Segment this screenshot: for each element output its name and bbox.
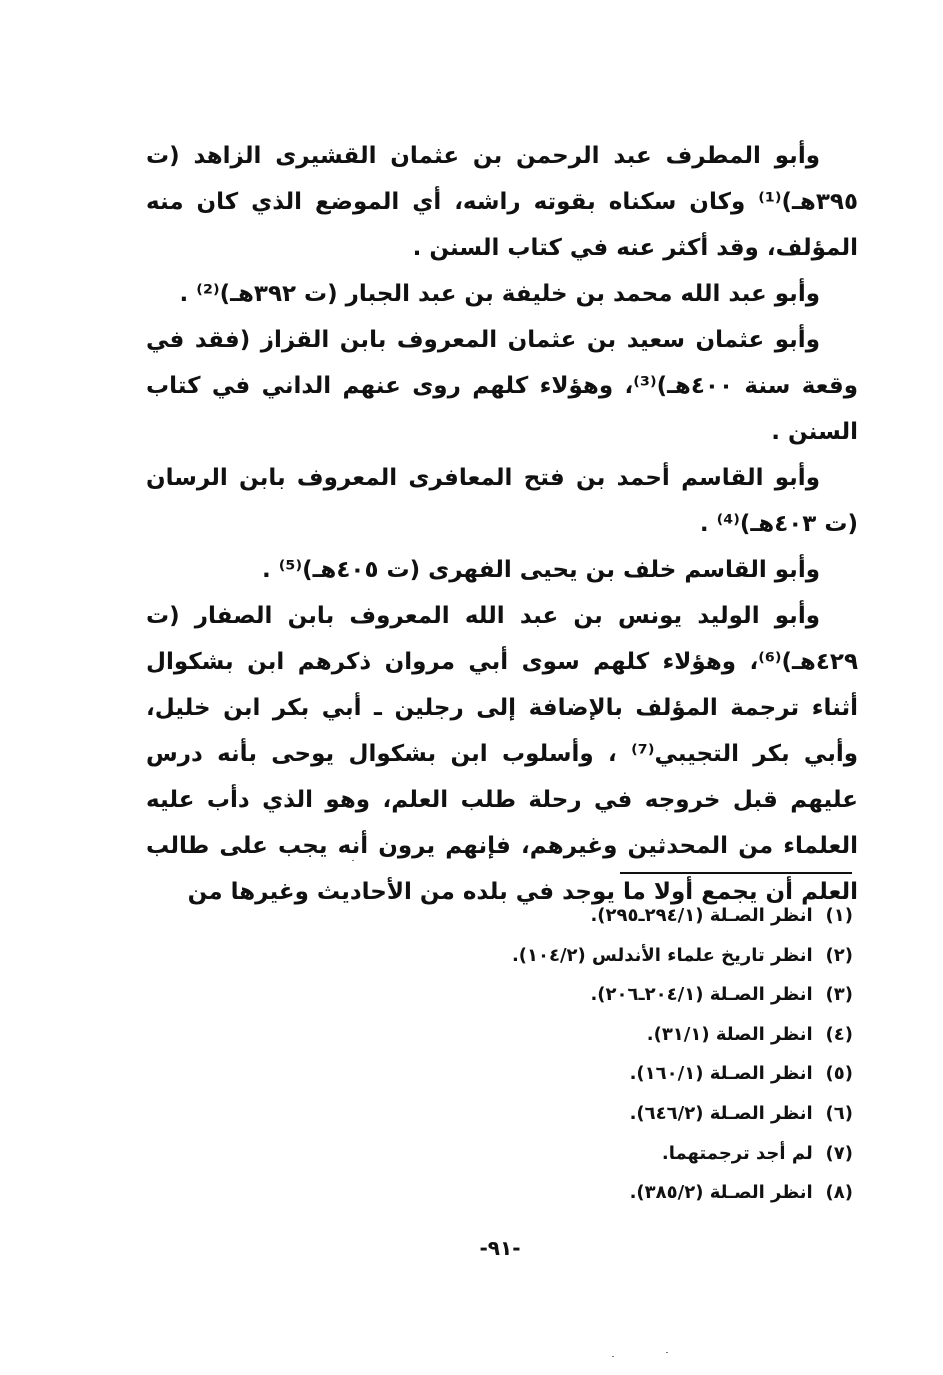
footnote-item (300, 896, 853, 936)
scan-speck (666, 1352, 668, 1353)
footnote-number: (٢) (825, 944, 853, 966)
footnote-number: (٧) (825, 1142, 853, 1164)
footnote-item (300, 936, 853, 976)
footnotes-list (300, 896, 853, 1213)
footnote-number: (٨) (825, 1182, 853, 1204)
footnote-number: (٥) (825, 1063, 853, 1085)
footnote-text: انظر الصـلة (٣٨٥/٢). (629, 1182, 813, 1204)
paragraph-4: وأبو القاسم أحمد بن فتح المعافرى المعروف بابن الرسان (ت ٤٠٣هـ)⁽⁴⁾ . (146, 465, 858, 537)
footnote-item (300, 975, 853, 1015)
paragraph-6: وأبو الوليد يونس بن عبد الله المعروف بابن الصفار (ت ٤٢٩هـ)⁽⁶⁾، وهؤلاء كلهم سوى أبي مروان ذكرهم ابن بشكوال أثناء ترجمة المؤلف بالإضافة إلى رجلين ـ أبي بكر ابن خليل، وأبي بكر التجيبي⁽⁷⁾ ، وأسلوب ابن بشكوال يوحى بأنه درس عليهم قبل خروجه في رحلة طلب العلم، وهو الذي دأب عليه العلماء من المحدثين وغيرهم، فإنهم يرون أنه يجب على طالب العلم أن يجمع أولا ما يوجد في بلده من الأحاديث وغيرها من (146, 603, 859, 905)
scan-speck (352, 860, 354, 861)
footnote-text: انظر الصـلة (٦٤٦/٢). (629, 1102, 813, 1124)
footnote-item (300, 1054, 853, 1094)
footnote-text: انظر تاريخ علماء الأندلس (١٠٤/٢). (511, 944, 813, 966)
footnote-text: انظر الصـلة (٢٠٤/١ـ٢٠٦). (590, 984, 813, 1006)
footnote-number: (٤) (825, 1023, 853, 1045)
footnote-text: انظر الصـلة (١٦٠/١). (629, 1063, 813, 1085)
paragraph-3: وأبو عثمان سعيد بن عثمان المعروف بابن القزاز (فقد في وقعة سنة ٤٠٠هـ)⁽³⁾، وهؤلاء كلهم روى عنهم الداني في كتاب السنن . (146, 327, 858, 445)
footnote-number: (٣) (825, 984, 853, 1006)
paragraph-2: وأبو عبد الله محمد بن خليفة بن عبد الجبار (ت ٣٩٢هـ)⁽²⁾ . (179, 281, 820, 307)
footnote-item (300, 1015, 853, 1055)
footnote-text: انظر الصـلة (٢٩٤/١ـ٢٩٥). (590, 905, 813, 926)
footnote-text: لم أجد ترجمتهما. (661, 1142, 813, 1164)
footnote-text: انظر الصلة (٣١/١). (646, 1023, 813, 1045)
footnote-item (300, 1134, 853, 1174)
page-number: -٩١- (479, 1236, 521, 1260)
scan-speck (612, 1356, 614, 1357)
footnote-item (300, 1173, 853, 1213)
footnote-number: (٦) (825, 1102, 853, 1124)
main-text (146, 133, 858, 915)
footnote-separator (620, 872, 852, 874)
footnote-item (300, 1094, 853, 1134)
paragraph-5: وأبو القاسم خلف بن يحيى الفهرى (ت ٤٠٥هـ)⁽⁵⁾ . (261, 557, 820, 583)
paragraph-1: وأبو المطرف عبد الرحمن بن عثمان القشيرى الزاهد (ت ٣٩٥هـ)⁽¹⁾ وكان سكناه بقوته راشه، أي الموضع الذي كان منه المؤلف، وقد أكثر عنه في كتاب السنن . (146, 143, 858, 261)
footnote-number: (١) (825, 905, 853, 926)
